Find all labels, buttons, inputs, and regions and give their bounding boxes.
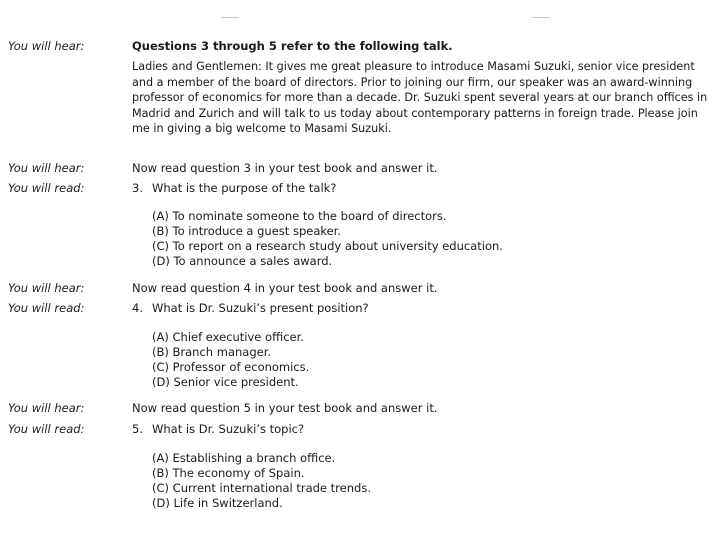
q3-option-c: (C) To report on a research study about university education. [152,239,503,253]
q5-option-b: (B) The economy of Spain. [152,466,305,480]
instruction-q4: Now read question 4 in your test book and answer it. [132,281,438,295]
q4-option-d: (D) Senior vice president. [152,375,299,389]
options-q3 [152,209,503,269]
options-q5 [152,451,371,511]
q5-option-a: (A) Establishing a branch office. [152,451,336,465]
question-4 [132,301,717,316]
question-3 [132,181,717,196]
hear-cue-q3: You will hear: [8,161,85,175]
question-5-number: 5. [132,422,143,436]
question-4-number: 4. [132,301,143,315]
header-mark-left [221,17,239,18]
instruction-q3: Now read question 3 in your test book and answer it. [132,161,438,175]
question-5 [132,422,717,437]
question-5-text: What is Dr. Suzuki’s topic? [152,422,305,436]
question-3-number: 3. [132,181,143,195]
hear-cue-q4: You will hear: [8,281,85,295]
talk-intro: Questions 3 through 5 refer to the following talk. [132,39,453,53]
read-cue-q3: You will read: [8,181,85,195]
question-4-text: What is Dr. Suzuki’s present position? [152,301,369,315]
hear-cue-talk: You will hear: [8,39,85,53]
q5-option-c: (C) Current international trade trends. [152,481,371,495]
read-cue-q4: You will read: [8,301,85,315]
header-mark-right [532,17,550,18]
q4-option-a: (A) Chief executive officer. [152,330,304,344]
q4-option-b: (B) Branch manager. [152,345,272,359]
talk-transcript: Ladies and Gentlemen: It gives me great pleasure to introduce Masami Suzuki, senior vice president and a member of the board of directors. Prior to joining our firm, our speaker was an award-winning professor of economics for more than a decade. Dr. Suzuki spent several years at our branch offices in Madrid and Zurich and will talk to us today about contemporary patterns in foreign trade. Please join me in giving a big welcome to Masami Suzuki. [132,60,708,135]
read-cue-q5: You will read: [8,422,85,436]
options-q4 [152,330,309,390]
question-3-text: What is the purpose of the talk? [152,181,337,195]
q3-option-a: (A) To nominate someone to the board of directors. [152,209,447,223]
q3-option-b: (B) To introduce a guest speaker. [152,224,342,238]
instruction-q5: Now read question 5 in your test book and answer it. [132,401,438,415]
hear-cue-q5: You will hear: [8,401,85,415]
talk-block [132,39,717,137]
q4-option-c: (C) Professor of economics. [152,360,310,374]
q3-option-d: (D) To announce a sales award. [152,254,333,268]
q5-option-d: (D) Life in Switzerland. [152,496,283,510]
